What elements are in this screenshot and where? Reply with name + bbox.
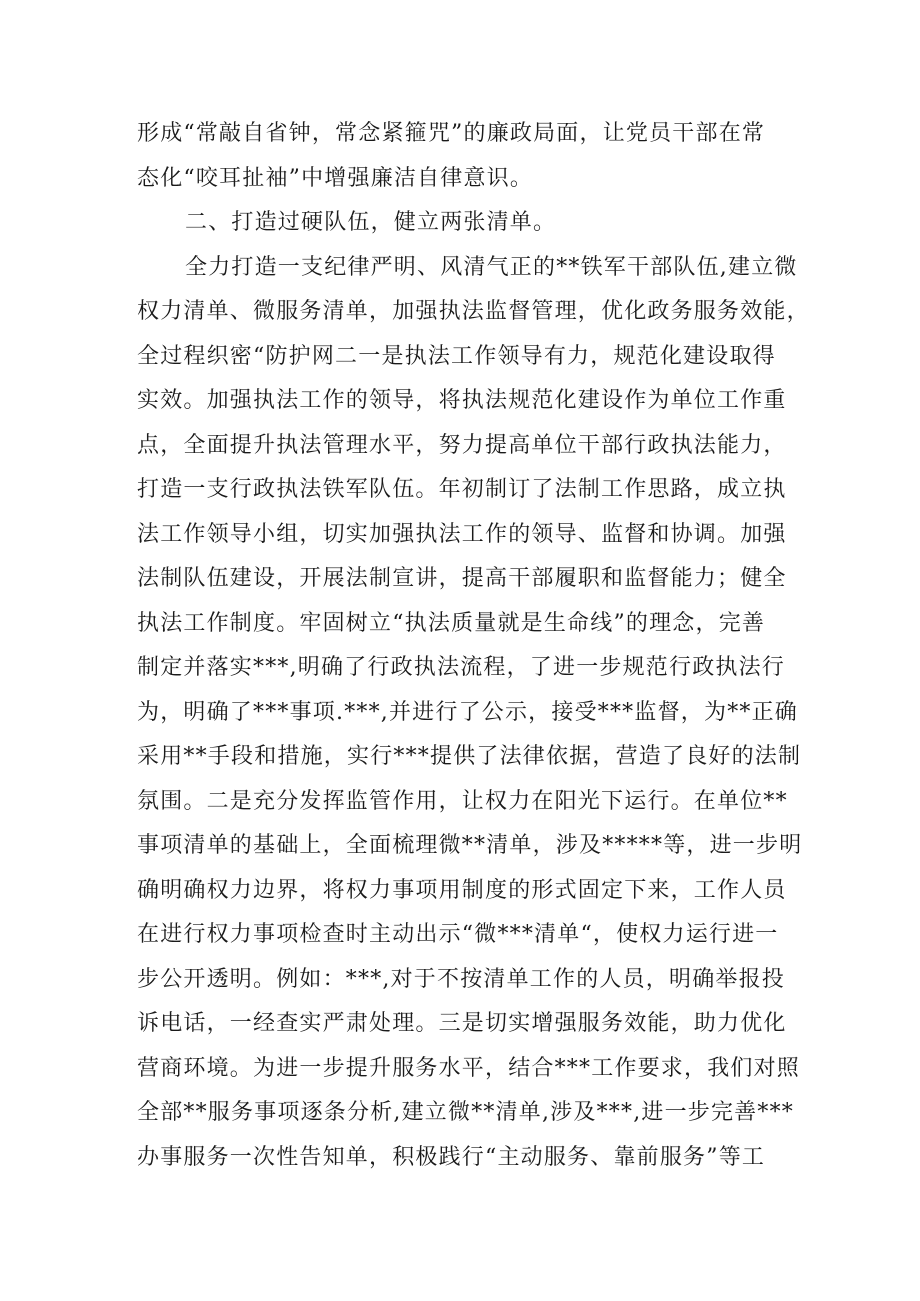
paragraph-line: 权力清单、微服务清单，加强执法监督管理，优化政务服务效能， [137, 299, 810, 324]
paragraph-line: 点，全面提升执法管理水平，努力提高单位干部行政执法能力， [137, 432, 787, 458]
paragraph-line: 法工作领导小组，切实加强执法工作的领导、监督和协调。加强 [137, 521, 787, 547]
paragraph-line: 法制队伍建设，开展法制宣讲，提高干部履职和监督能力；健全 [137, 566, 787, 591]
paragraph-line: 全部**服务事项逐条分析,建立微**清单,涉及***,进一步完善*** [137, 1100, 794, 1125]
paragraph-line: 诉电话，一经查实严肃处理。三是切实增强服务效能，助力优化 [137, 1011, 787, 1036]
document-body [137, 112, 810, 1180]
paragraph-line: 实效。加强执法工作的领导，将执法规范化建设作为单位工作重 [137, 388, 787, 413]
paragraph-line: 全力打造一支纪律严明、风清气正的**铁军干部队伍,建立微 [185, 254, 798, 280]
paragraph-line: 执法工作制度。牢固树立“执法质量就是生命线”的理念，完善 [137, 610, 766, 636]
paragraph-line: 全过程织密“防护网二一是执法工作领导有力，规范化建设取得 [137, 343, 776, 369]
paragraph-line: 确明确权力边界，将权力事项用制度的形式固定下来，工作人员 [137, 877, 787, 903]
paragraph-line: 事项清单的基础上，全面梳理微**清单，涉及*****等，进一步明 [137, 833, 803, 858]
paragraph-line: 办事服务一次性告知单，积极践行“主动服务、靠前服务”等工 [137, 1144, 766, 1170]
paragraph-line: 在进行权力事项检查时主动出示“微***清单“，使权力运行进一 [137, 922, 779, 947]
paragraph-line: 态化“咬耳扯袖”中增强廉洁自律意识。 [137, 165, 534, 191]
paragraph-line: 为，明确了***事项.***,并进行了公示，接受***监督，为**正确 [137, 699, 798, 725]
paragraph-line: 步公开透明。例如：***,对于不按清单工作的人员，明确举报投 [137, 966, 785, 992]
paragraph-line: 打造一支行政执法铁军队伍。年初制订了法制工作思路，成立执 [137, 477, 787, 502]
paragraph-line: 氛围。二是充分发挥监管作用，让权力在阳光下运行。在单位** [137, 788, 788, 814]
section-heading: 二、打造过硬队伍，健立两张清单。 [185, 210, 557, 235]
paragraph-line: 形成“常敲自省钟，常念紧箍咒”的廉政局面，让党员干部在常 [137, 121, 766, 146]
paragraph-line: 制定并落实***,明确了行政执法流程，了进一步规范行政执法行 [137, 655, 785, 680]
paragraph-line: 采用**手段和措施，实行***提供了法律依据，营造了良好的法制 [137, 744, 802, 769]
paragraph-line: 营商环境。为进一步提升服务水平，结合***工作要求，我们对照 [137, 1055, 801, 1081]
